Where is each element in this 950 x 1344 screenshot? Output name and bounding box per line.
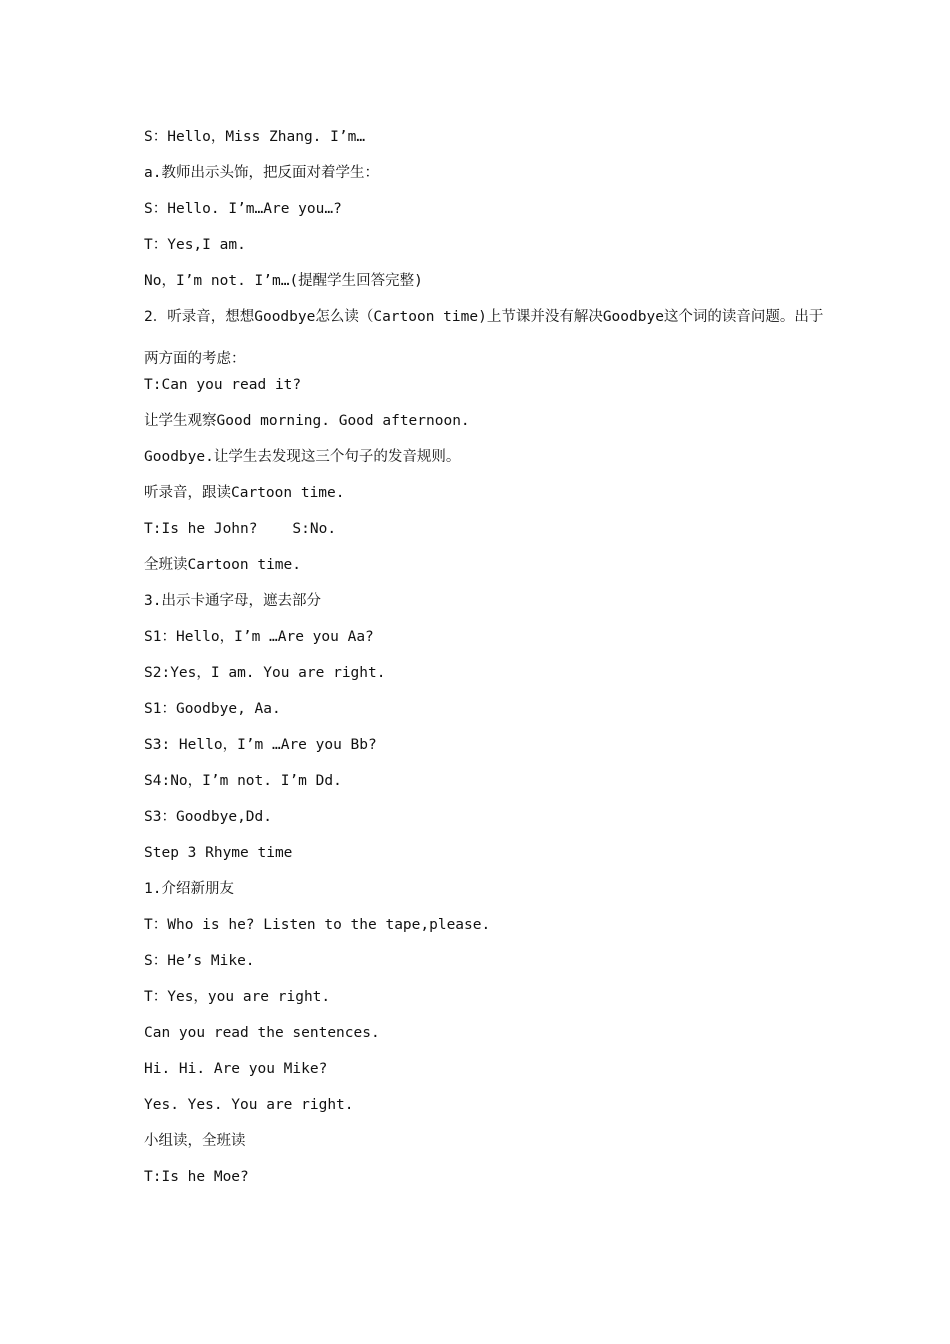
text-line: S4:No，I’m not. I’m Dd.: [144, 773, 342, 789]
text-paragraph: 2．听录音，想想Goodbye怎么读（Cartoon time)上节课并没有解决Goodbye这个词的读音问题。出于两方面的考虑：: [144, 309, 824, 367]
text-line: 让学生观察Good morning. Good afternoon.: [144, 413, 470, 429]
text-line: 1.介绍新朋友: [144, 881, 234, 897]
text-line: 小组读，全班读: [144, 1133, 246, 1149]
text-line: S：Hello. I’m…Are you…?: [144, 201, 342, 217]
section-heading: Step 3 Rhyme time: [144, 845, 293, 861]
text-line: 3.出示卡通字母，遮去部分: [144, 593, 321, 609]
text-line: S1：Goodbye, Aa.: [144, 701, 281, 717]
text-line: Can you read the sentences.: [144, 1025, 380, 1041]
text-line: S3：Goodbye,Dd.: [144, 809, 272, 825]
text-line: T:Is he John? S:No.: [144, 521, 337, 537]
text-line: Hi. Hi. Are you Mike?: [144, 1061, 328, 1077]
text-line: S2:Yes，I am. You are right.: [144, 665, 386, 681]
text-line: No，I’m not. I’m…(提醒学生回答完整): [144, 273, 423, 289]
text-line: S：He’s Mike.: [144, 953, 255, 969]
text-line: T：Who is he? Listen to the tape,please.: [144, 917, 491, 933]
text-line: a.教师出示头饰，把反面对着学生：: [144, 165, 379, 181]
text-line: 听录音，跟读Cartoon time.: [144, 485, 345, 501]
text-line: T:Is he Moe?: [144, 1169, 249, 1185]
text-line: T：Yes,I am.: [144, 237, 246, 253]
text-line: Goodbye.让学生去发现这三个句子的发音规则。: [144, 449, 461, 465]
text-line: Yes. Yes. You are right.: [144, 1097, 354, 1113]
text-line: S：Hello，Miss Zhang. I’m…: [144, 129, 366, 145]
text-line: T:Can you read it?: [144, 377, 302, 393]
text-line: S1：Hello，I’m …Are you Aa?: [144, 629, 374, 645]
document-body: [144, 126, 824, 1202]
text-line: T：Yes，you are right.: [144, 989, 331, 1005]
text-line: 全班读Cartoon time.: [144, 557, 301, 573]
text-line: S3: Hello，I’m …Are you Bb?: [144, 737, 377, 753]
